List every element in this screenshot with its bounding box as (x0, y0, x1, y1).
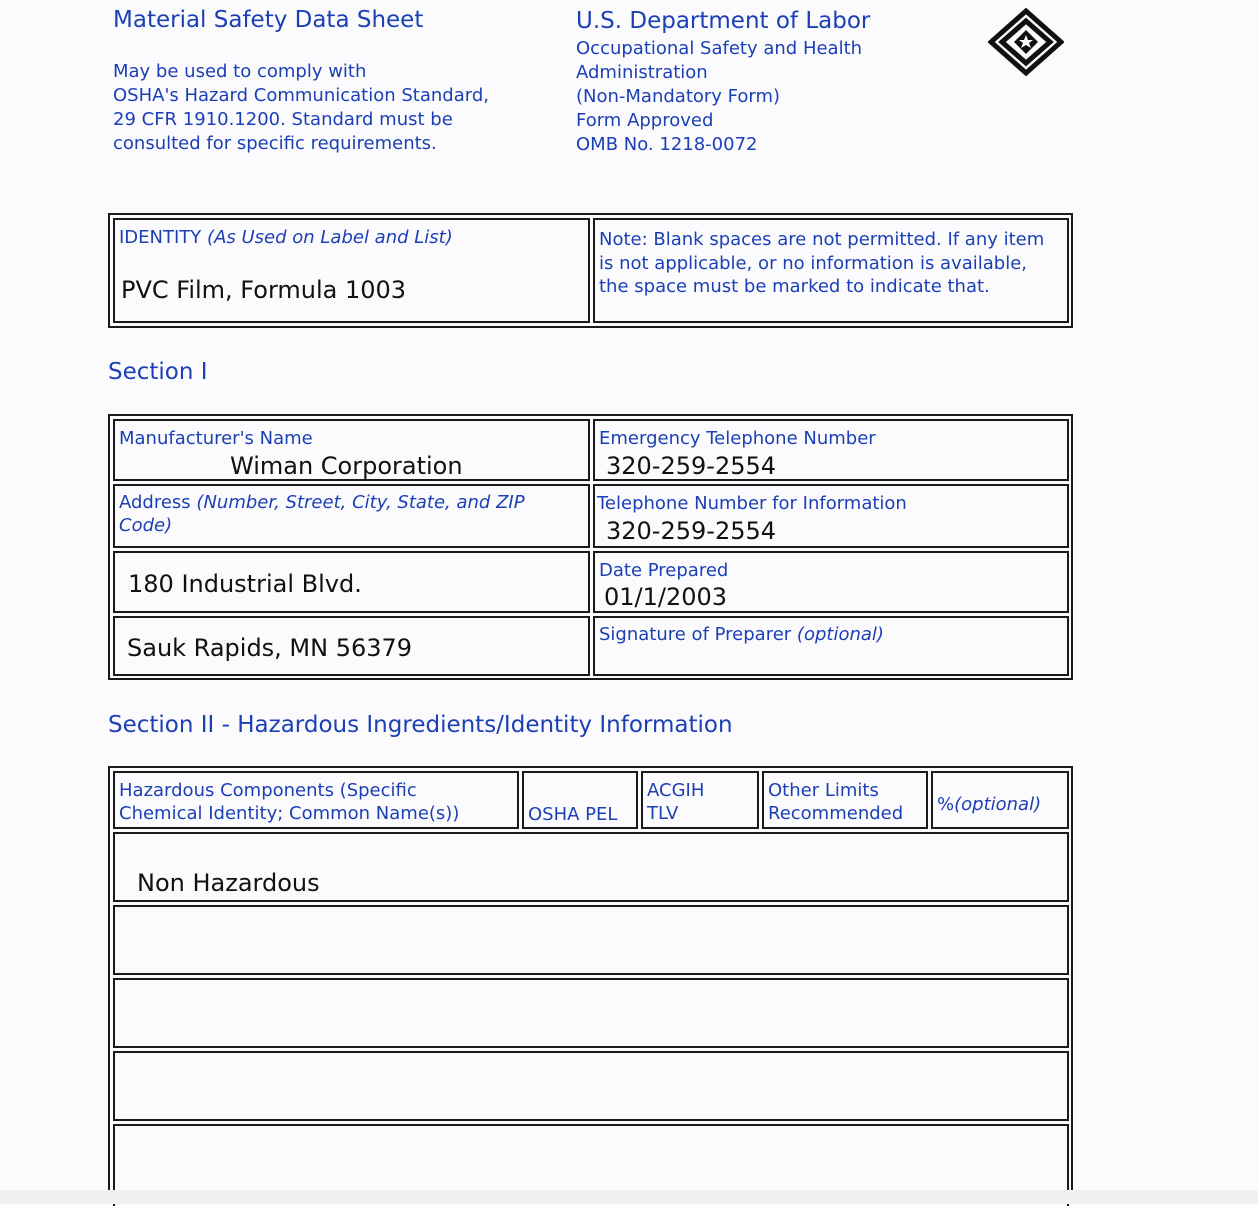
intro-line: OSHA's Hazard Communication Standard, (113, 85, 489, 106)
info-phone-label: Telephone Number for Information (597, 493, 907, 514)
identity-box (108, 213, 1073, 328)
section-1-heading: Section I (108, 359, 208, 385)
identity-cell (113, 218, 590, 323)
city-cell (113, 616, 590, 676)
ingredient-value: Non Hazardous (137, 869, 320, 897)
agency-line: Occupational Safety and Health (576, 38, 863, 59)
agency-line: Form Approved (576, 110, 714, 131)
blank-spaces-note: Note: Blank spaces are not permitted. If any item is not applicable, or no information is available, the space must be marked to indicate that. (599, 229, 1045, 297)
components-header: Hazardous Components (Specific Chemical Identity; Common Name(s)) (119, 780, 460, 824)
identity-label: IDENTITY (As Used on Label and List) (119, 227, 453, 248)
intro-line: May be used to comply with (113, 61, 367, 82)
acgih-tlv-header-cell (641, 771, 759, 829)
acgih-tlv-header: ACGIH TLV (647, 780, 705, 824)
osha-pel-header: OSHA PEL (528, 804, 618, 825)
date-prepared-value: 01/1/2003 (604, 583, 728, 611)
page-bottom-edge (0, 1190, 1258, 1204)
street-value: 180 Industrial Blvd. (128, 570, 362, 598)
date-prepared-label: Date Prepared (599, 560, 729, 581)
info-phone-value: 320-259-2554 (606, 517, 777, 545)
agency-line: Administration (576, 62, 708, 83)
section-1-box (108, 414, 1073, 680)
emergency-phone-value: 320-259-2554 (606, 452, 777, 480)
address-label: Address (Number, Street, City, State, and ZIP Code) (119, 492, 525, 536)
percent-header-cell (931, 771, 1069, 829)
manufacturer-label: Manufacturer's Name (119, 428, 313, 449)
dol-diamond-logo-icon (988, 8, 1064, 76)
date-prepared-cell (593, 551, 1069, 613)
components-header-cell (113, 771, 519, 829)
note-cell (593, 218, 1069, 323)
agency-title: U.S. Department of Labor (576, 8, 871, 34)
other-limits-header-cell (762, 771, 928, 829)
agency-line: (Non-Mandatory Form) (576, 86, 781, 107)
percent-header: %(optional) (937, 794, 1042, 815)
osha-pel-header-cell (522, 771, 638, 829)
emergency-phone-label: Emergency Telephone Number (599, 428, 876, 449)
agency-line: OMB No. 1218-0072 (576, 134, 758, 155)
other-limits-header: Other Limits Recommended (768, 780, 904, 824)
info-phone-cell (593, 484, 1069, 548)
manufacturer-value: Wiman Corporation (230, 452, 463, 480)
section-2-heading: Section II - Hazardous Ingredients/Identity Information (108, 712, 733, 738)
identity-value: PVC Film, Formula 1003 (121, 276, 407, 304)
ingredient-row (113, 978, 1069, 1048)
ingredient-row (113, 905, 1069, 975)
street-cell (113, 551, 590, 613)
manufacturer-cell (113, 419, 590, 481)
intro-line: consulted for specific requirements. (113, 133, 437, 154)
intro-line: 29 CFR 1910.1200. Standard must be (113, 109, 453, 130)
signature-cell (593, 616, 1069, 676)
form-title: Material Safety Data Sheet (113, 7, 424, 33)
section-2-box (108, 766, 1073, 1204)
city-value: Sauk Rapids, MN 56379 (127, 634, 413, 662)
ingredient-row (113, 1051, 1069, 1121)
emergency-phone-cell (593, 419, 1069, 481)
intro-text (113, 60, 489, 156)
ingredient-row (113, 832, 1069, 902)
signature-label: Signature of Preparer (optional) (599, 624, 884, 645)
agency-text (576, 37, 862, 157)
address-label-cell (113, 484, 590, 548)
